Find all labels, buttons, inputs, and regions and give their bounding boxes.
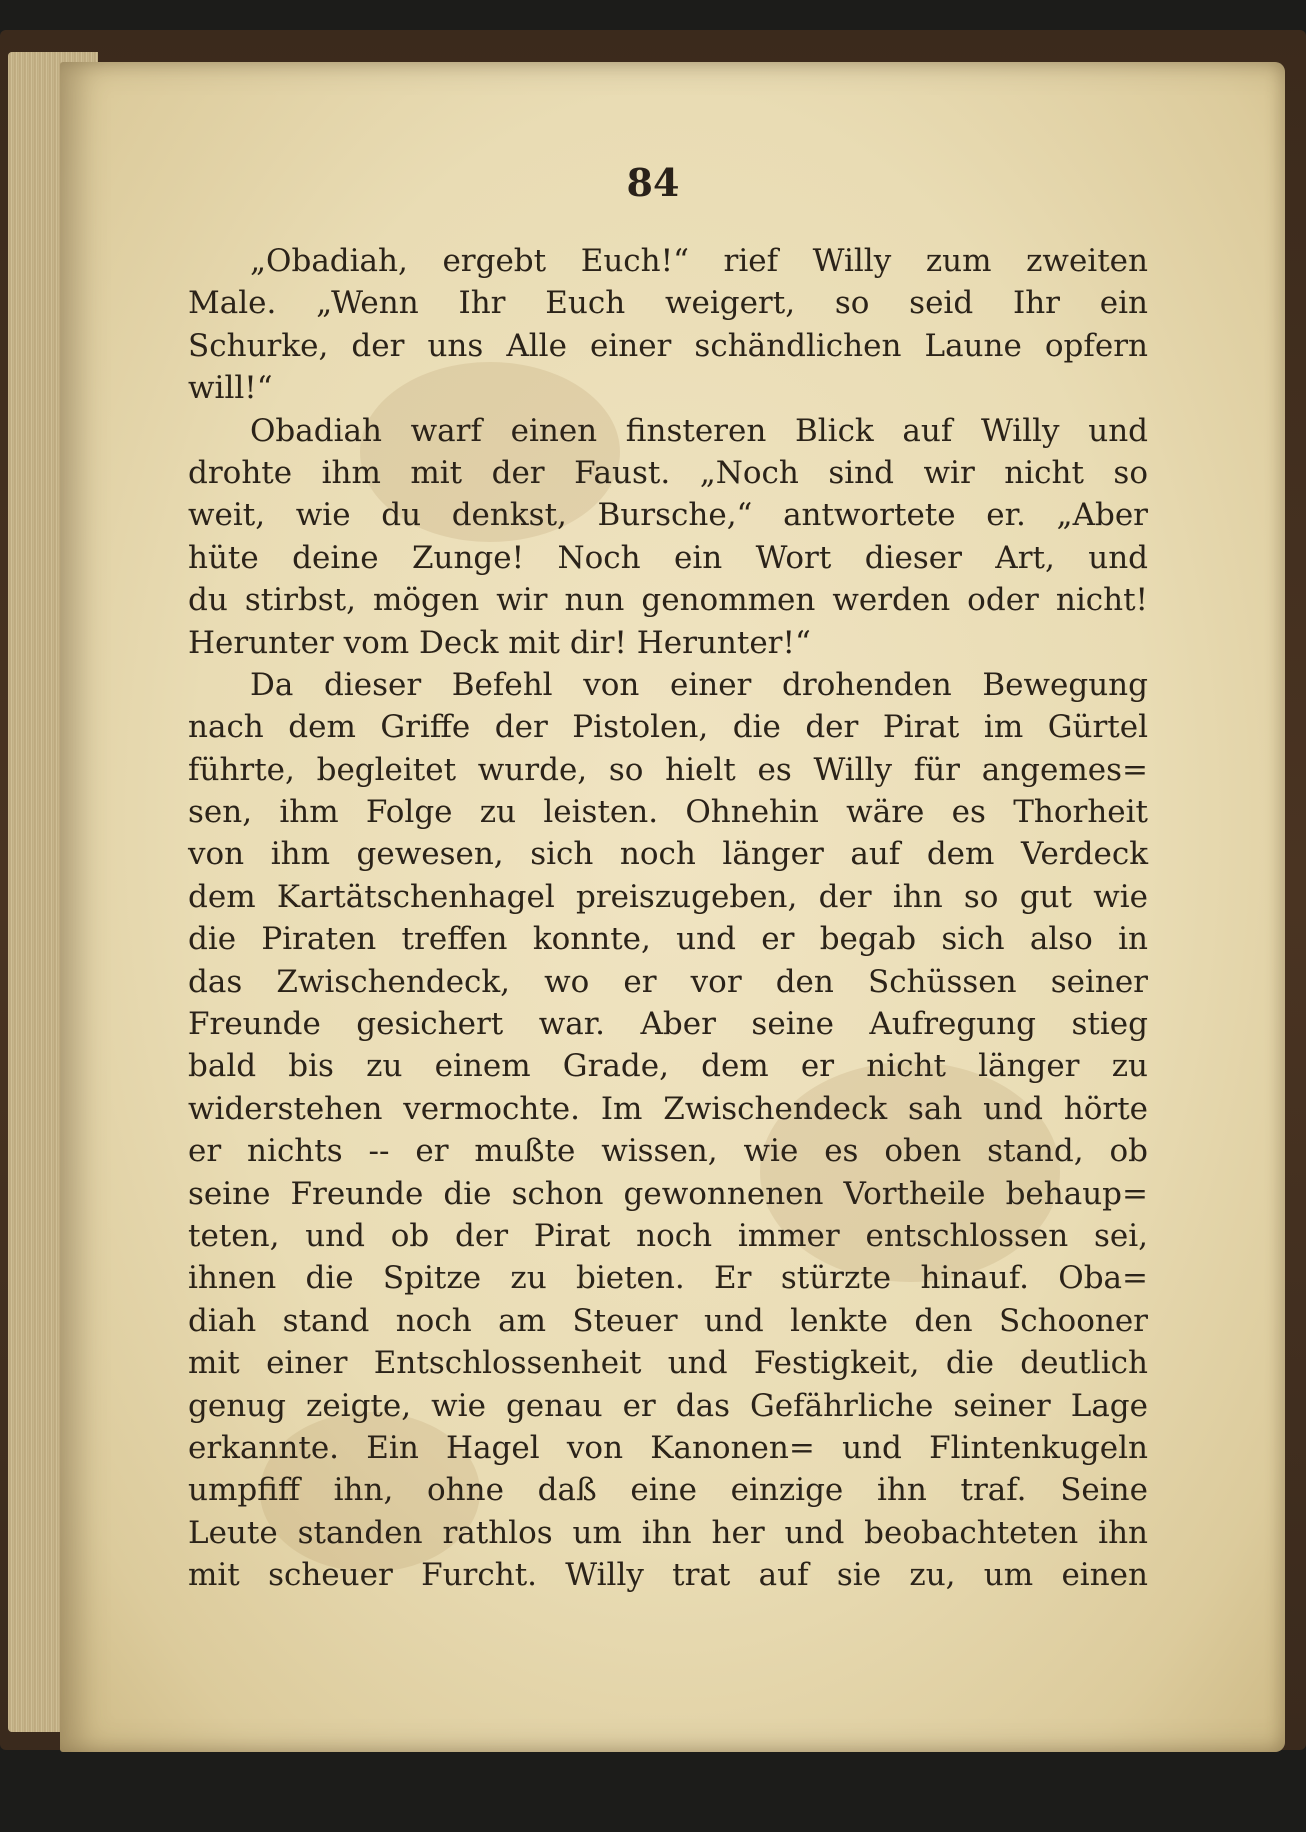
text-line: mit scheuer Furcht. Willy trat auf sie zu, um einen <box>188 1557 1148 1594</box>
text-line: bald bis zu einem Grade, dem er nicht länger zu <box>188 1048 1148 1085</box>
text-line: genug zeigte, wie genau er das Gefährliche seiner Lage <box>188 1387 1148 1424</box>
text-line: diah stand noch am Steuer und lenkte den Schooner <box>188 1302 1148 1339</box>
text-line: Herunter vom Deck mit dir! Herunter!“ <box>188 624 811 661</box>
text-line: er nichts -- er mußte wissen, wie es oben stand, ob <box>188 1133 1148 1170</box>
text-line: Obadiah warf einen finsteren Blick auf Willy und <box>250 412 1148 449</box>
text-line: hüte deine Zunge! Noch ein Wort dieser Art, und <box>188 539 1148 576</box>
text-line: dem Kartätschenhagel preiszugeben, der ihn so gut wie <box>188 878 1148 915</box>
text-line: Freunde gesichert war. Aber seine Aufregung stieg <box>188 1006 1148 1043</box>
text-line: will!“ <box>188 370 273 407</box>
text-line: von ihm gewesen, sich noch länger auf dem Verdeck <box>188 836 1148 873</box>
text-line: das Zwischendeck, wo er vor den Schüssen seiner <box>188 963 1148 1000</box>
text-line: Leute standen rathlos um ihn her und beobachteten ihn <box>188 1514 1148 1551</box>
text-line: Male. „Wenn Ihr Euch weigert, so seid Ihr ein <box>188 285 1148 322</box>
text-line: Schurke, der uns Alle einer schändlichen Laune opfern <box>188 327 1148 364</box>
text-line: Da dieser Befehl von einer drohenden Bewegung <box>250 666 1148 703</box>
text-line: mit einer Entschlossenheit und Festigkeit, die deutlich <box>188 1345 1148 1382</box>
text-line: drohte ihm mit der Faust. „Noch sind wir nicht so <box>188 454 1148 491</box>
text-line: „Obadiah, ergebt Euch!“ rief Willy zum zweiten <box>250 243 1148 279</box>
text-line: ihnen die Spitze zu bieten. Er stürzte hinauf. Oba= <box>188 1260 1148 1297</box>
text-line: widerstehen vermochte. Im Zwischendeck sah und hörte <box>188 1090 1148 1127</box>
text-line: seine Freunde die schon gewonnenen Vortheile behaup= <box>188 1175 1148 1212</box>
text-line: nach dem Griffe der Pistolen, die der Pirat im Gürtel <box>188 709 1148 746</box>
page-number: 84 <box>626 160 680 205</box>
text-line: die Piraten treffen konnte, und er begab sich also in <box>188 921 1148 958</box>
text-line: erkannte. Ein Hagel von Kanonen= und Flintenkugeln <box>188 1429 1148 1466</box>
body-text <box>188 240 1148 1597</box>
text-line: führte, begleitet wurde, so hielt es Willy für angemes= <box>188 751 1148 788</box>
text-line: umpfiff ihn, ohne daß eine einzige ihn traf. Seine <box>188 1472 1148 1509</box>
text-line: du stirbst, mögen wir nun genommen werden oder nicht! <box>188 582 1148 619</box>
text-line: sen, ihm Folge zu leisten. Ohnehin wäre es Thorheit <box>188 794 1148 831</box>
text-line: weit, wie du denkst, Bursche,“ antwortete er. „Aber <box>188 497 1148 534</box>
text-line: teten, und ob der Pirat noch immer entschlossen sei, <box>188 1217 1148 1254</box>
